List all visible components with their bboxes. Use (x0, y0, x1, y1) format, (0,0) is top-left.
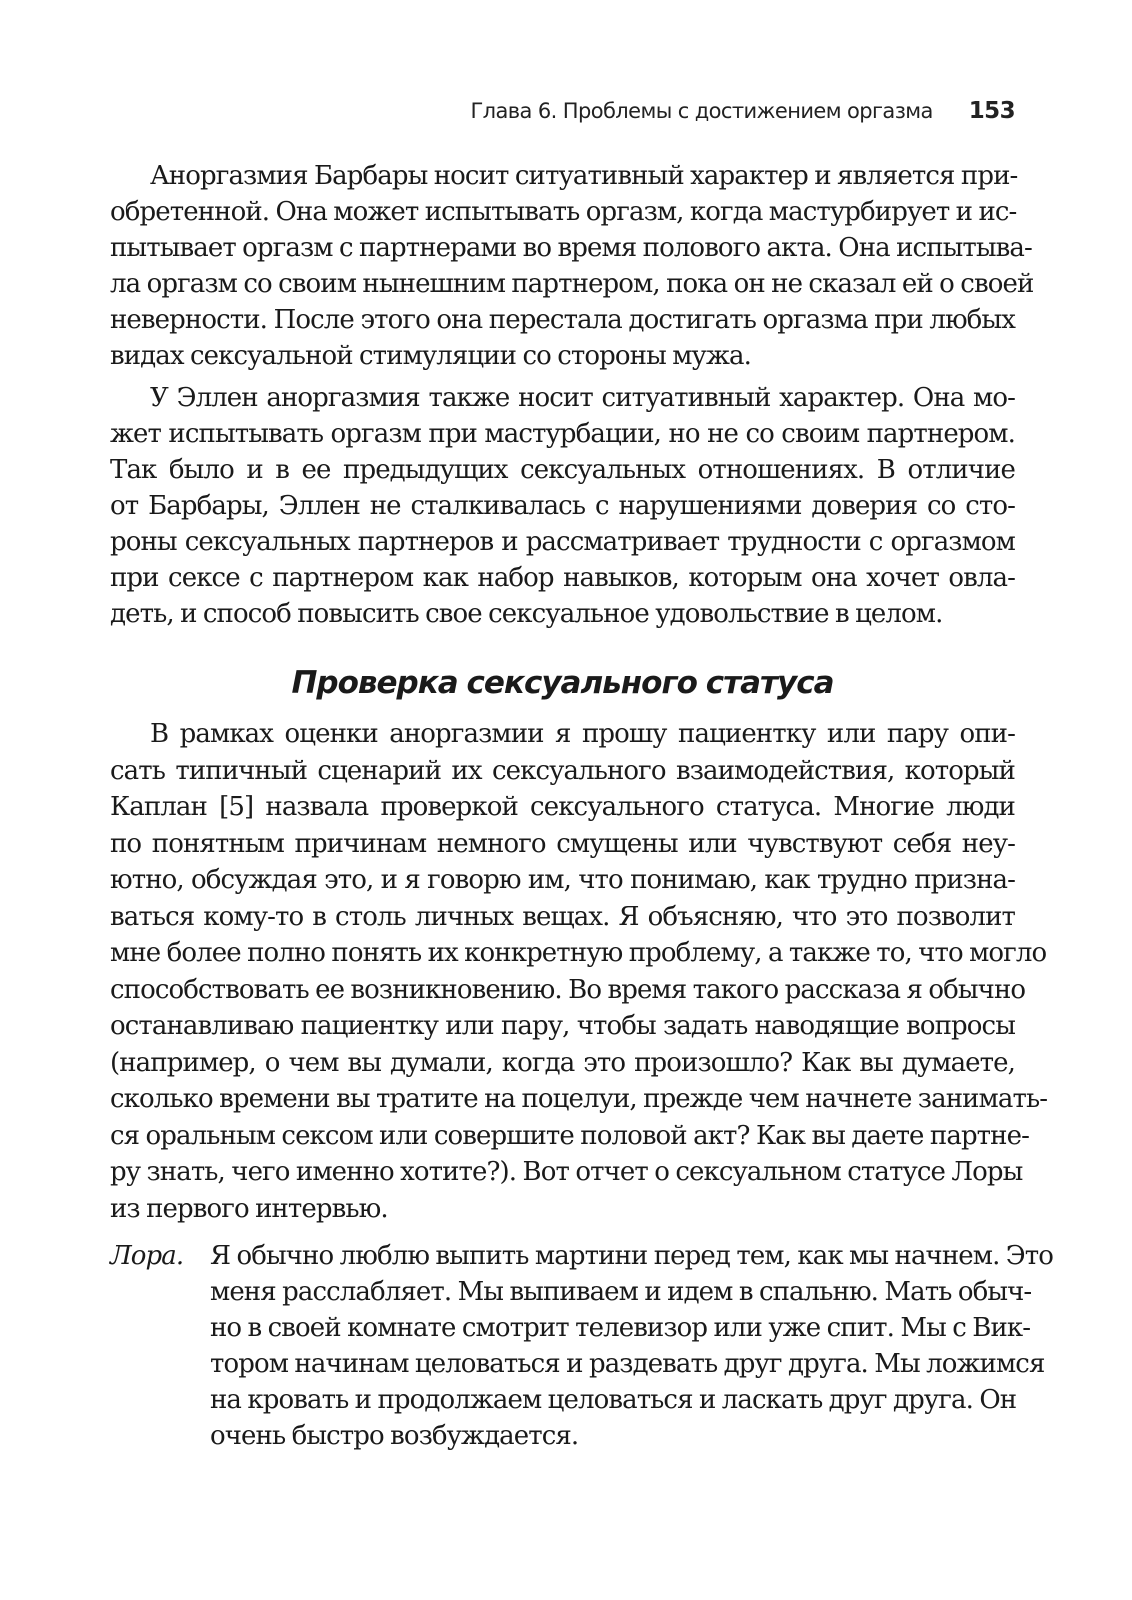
text-line: из первого интервью. (110, 1193, 388, 1224)
text-line: сать типичный сценарий их сексуального взаимодействия, который (110, 755, 1015, 786)
section-heading: Проверка сексуального статуса (291, 665, 834, 701)
text-line: ся оральным сексом или совершите половой акт? Как вы даете партне- (110, 1120, 1029, 1151)
text-line: Аноргазмия Барбары носит ситуативный характер и является при- (150, 161, 1018, 191)
text-line: мне более полно понять их конкретную проблему, а также то, что могло (110, 938, 1047, 968)
text-line: способствовать ее возникновению. Во время такого рассказа я обычно (110, 974, 1026, 1005)
text-line: по понятным причинам немного смущены или чувствуют себя неу- (110, 828, 1015, 859)
text-line: меня расслабляет. Мы выпиваем и идем в спальню. Мать обыч- (210, 1277, 1032, 1307)
text-line: ютно, обсуждая это, и я говорю им, что понимаю, как трудно призна- (110, 865, 1015, 895)
text-line: ла оргазм со своим нынешним партнером, пока он не сказал ей о своей (110, 269, 1034, 299)
chapter-title: Глава 6. Проблемы с достижением оргазма (470, 99, 933, 123)
text-line: роны сексуальных партнеров и рассматривает трудности с оргазмом (110, 527, 1015, 557)
text-line: Каплан [5] назвала проверкой сексуального статуса. Многие люди (110, 792, 1015, 822)
dialogue-block (110, 1238, 1054, 1454)
body-text (110, 158, 1054, 1454)
text-line: обретенной. Она может испытывать оргазм, когда мастурбирует и ис- (110, 197, 1017, 227)
text-line: ваться кому-то в столь личных вещах. Я объясняю, что это позволит (110, 901, 1015, 932)
speaker-speech (210, 1238, 1054, 1454)
text-line: от Барбары, Эллен не сталкивалась с нарушениями доверия со сто- (110, 491, 1015, 521)
text-line: жет испытывать оргазм при мастурбации, но не со своим партнером. (110, 419, 1015, 449)
paragraph-1 (110, 158, 1034, 374)
text-line: В рамках оценки аноргазмии я прошу пациентку или пару опи- (150, 719, 1015, 749)
text-line: Я обычно люблю выпить мартини перед тем, как мы начнем. Это (210, 1241, 1054, 1271)
text-line: останавливаю пациентку или пару, чтобы задать наводящие вопросы (110, 1011, 1015, 1041)
text-line: видах сексуальной стимуляции со стороны мужа. (110, 341, 751, 371)
text-line: при сексе с партнером как набор навыков, которым она хочет овла- (110, 563, 1015, 593)
text-line: но в своей комнате смотрит телевизор или уже спит. Мы с Вик- (210, 1313, 1031, 1343)
paragraph-3 (110, 716, 1048, 1227)
page-number: 153 (968, 98, 1015, 124)
paragraph-2 (110, 380, 1015, 632)
text-line: сколько времени вы тратите на поцелуи, прежде чем начнете занимать- (110, 1084, 1048, 1114)
text-line: Так было и в ее предыдущих сексуальных отношениях. В отличие (110, 455, 1015, 485)
text-line: неверности. После этого она перестала достигать оргазма при любых (110, 305, 1015, 335)
text-line: очень быстро возбуждается. (210, 1421, 579, 1451)
text-line: ру знать, чего именно хотите?). Вот отчет о сексуальном статусе Лоры (110, 1157, 1023, 1187)
text-line: на кровать и продолжаем целоваться и ласкать друг друга. Он (210, 1385, 1017, 1415)
text-line: пытывает оргазм с партнерами во время полового акта. Она испытыва- (110, 233, 1032, 263)
running-header (110, 98, 1015, 124)
text-line: деть, и способ повысить свое сексуальное удовольствие в целом. (110, 599, 943, 629)
text-line: (например, о чем вы думали, когда это произошло? Как вы думаете, (110, 1047, 1015, 1078)
text-line: тором начинам целоваться и раздевать друг друга. Мы ложимся (210, 1349, 1045, 1379)
text-line: У Эллен аноргазмия также носит ситуативный характер. Она мо- (150, 383, 1015, 413)
speaker-name: Лора. (110, 1241, 184, 1271)
